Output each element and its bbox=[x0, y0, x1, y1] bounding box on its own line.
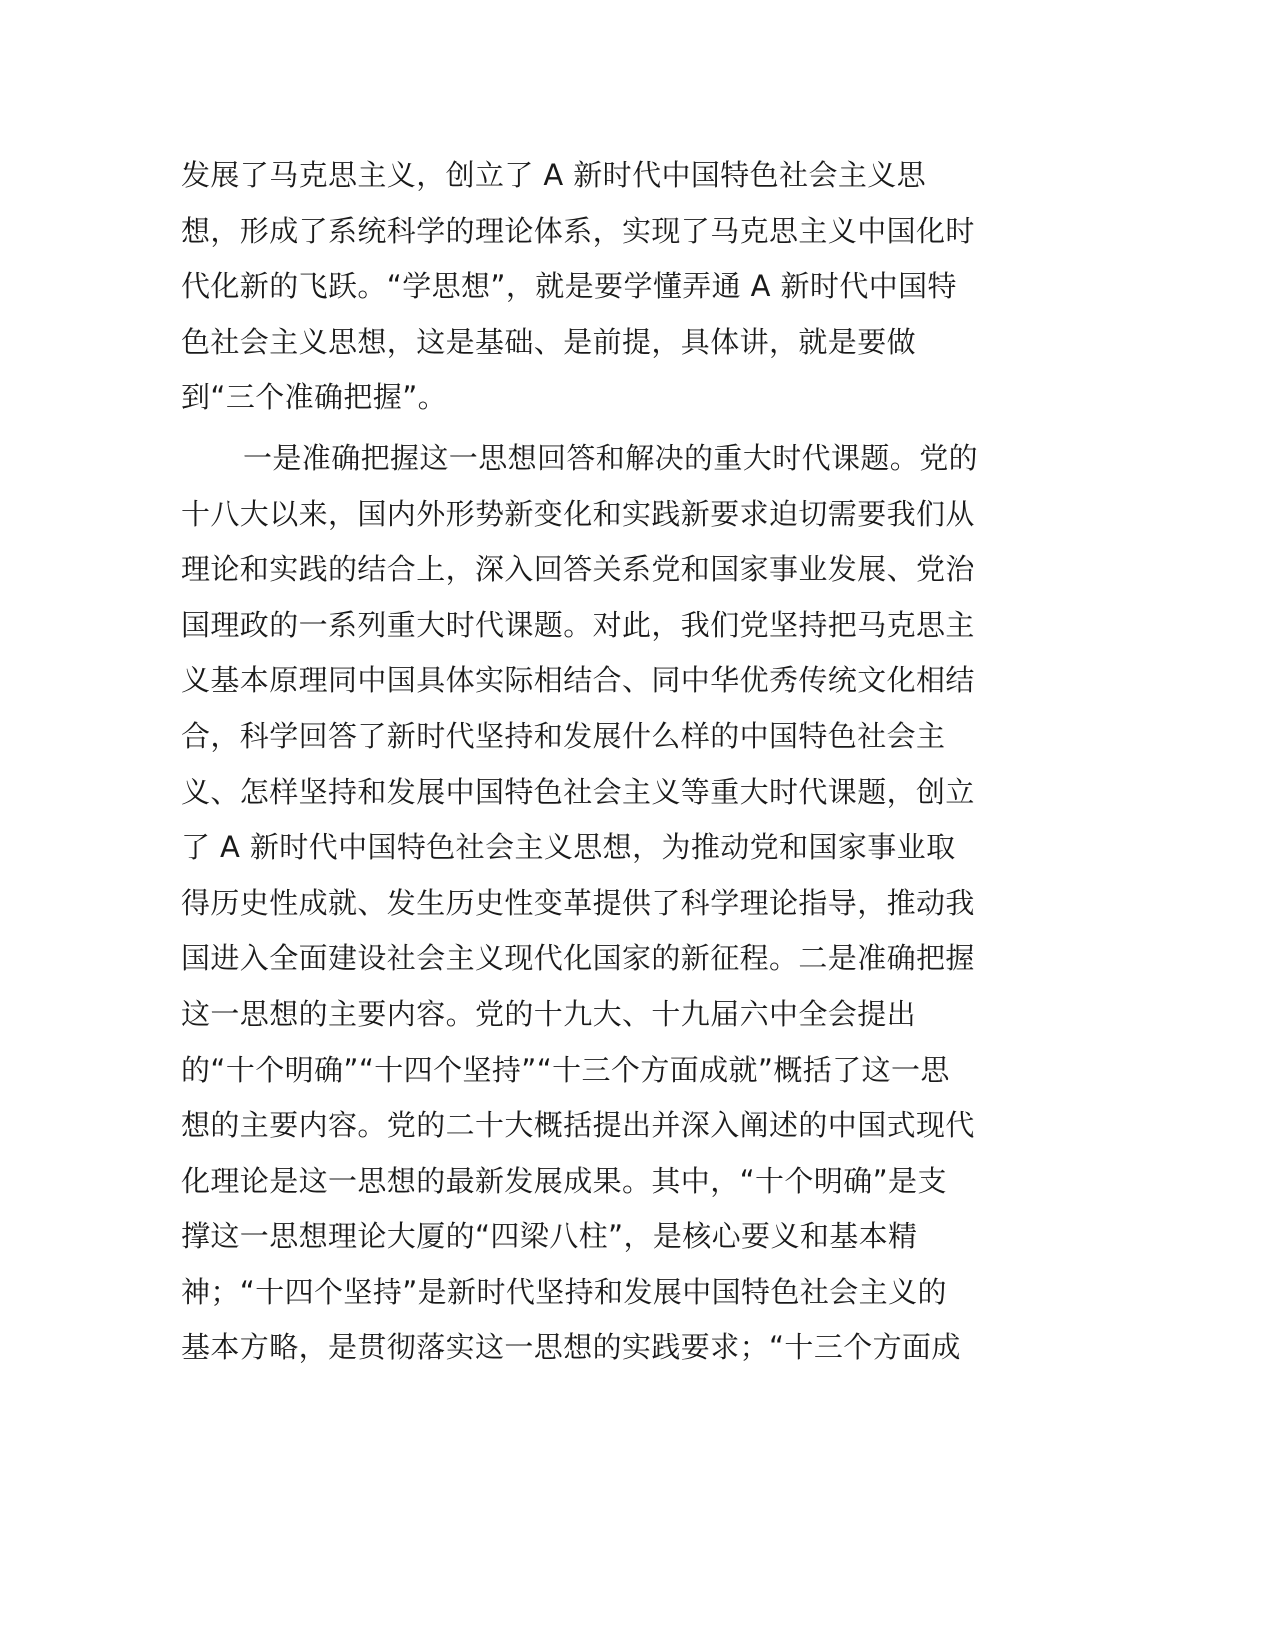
paragraph-first-line: 一是准确把握这一思想回答和解决的重大时代课题。党的 bbox=[243, 440, 979, 475]
text-line: 的“十个明确”“十四个坚持”“十三个方面成就”概括了这一思 bbox=[181, 1052, 950, 1087]
text-line: 发展了马克思主义，创立了 A 新时代中国特色社会主义思 bbox=[181, 158, 927, 192]
text-line: 义基本原理同中国具体实际相结合、同中华优秀传统文化相结 bbox=[181, 663, 975, 698]
text-line: 国理政的一系列重大时代课题。对此，我们党坚持把马克思主 bbox=[181, 607, 975, 642]
text-line: 了 A 新时代中国特色社会主义思想，为推动党和国家事业取 bbox=[181, 830, 956, 865]
text-line: 义、怎样坚持和发展中国特色社会主义等重大时代课题，创立 bbox=[181, 774, 975, 809]
text-line: 到“三个准确把握”。 bbox=[181, 380, 448, 415]
text-line: 想，形成了系统科学的理论体系，实现了马克思主义中国化时 bbox=[181, 213, 975, 248]
text-line: 十八大以来，国内外形势新变化和实践新要求迫切需要我们从 bbox=[181, 496, 975, 531]
text-line: 撑这一思想理论大厦的“四梁八柱”，是核心要义和基本精 bbox=[181, 1219, 918, 1254]
text-line: 基本方略，是贯彻落实这一思想的实践要求；“十三个方面成 bbox=[181, 1330, 961, 1365]
text-line: 得历史性成就、发生历史性变革提供了科学理论指导，推动我 bbox=[181, 885, 975, 920]
text-line: 理论和实践的结合上，深入回答关系党和国家事业发展、党治 bbox=[181, 552, 975, 587]
text-line: 化理论是这一思想的最新发展成果。其中，“十个明确”是支 bbox=[181, 1163, 947, 1198]
text-line: 合，科学回答了新时代坚持和发展什么样的中国特色社会主 bbox=[181, 718, 946, 753]
text-line: 想的主要内容。党的二十大概括提出并深入阐述的中国式现代 bbox=[181, 1108, 975, 1143]
text-line: 国进入全面建设社会主义现代化国家的新征程。二是准确把握 bbox=[181, 941, 975, 976]
text-line: 这一思想的主要内容。党的十九大、十九届六中全会提出 bbox=[181, 996, 917, 1031]
text-line: 色社会主义思想，这是基础、是前提，具体讲，就是要做 bbox=[181, 324, 917, 359]
text-line: 神；“十四个坚持”是新时代坚持和发展中国特色社会主义的 bbox=[181, 1274, 947, 1309]
text-line: 代化新的飞跃。“学思想”，就是要学懂弄通 A 新时代中国特 bbox=[181, 269, 957, 304]
body-text bbox=[181, 148, 1036, 1376]
